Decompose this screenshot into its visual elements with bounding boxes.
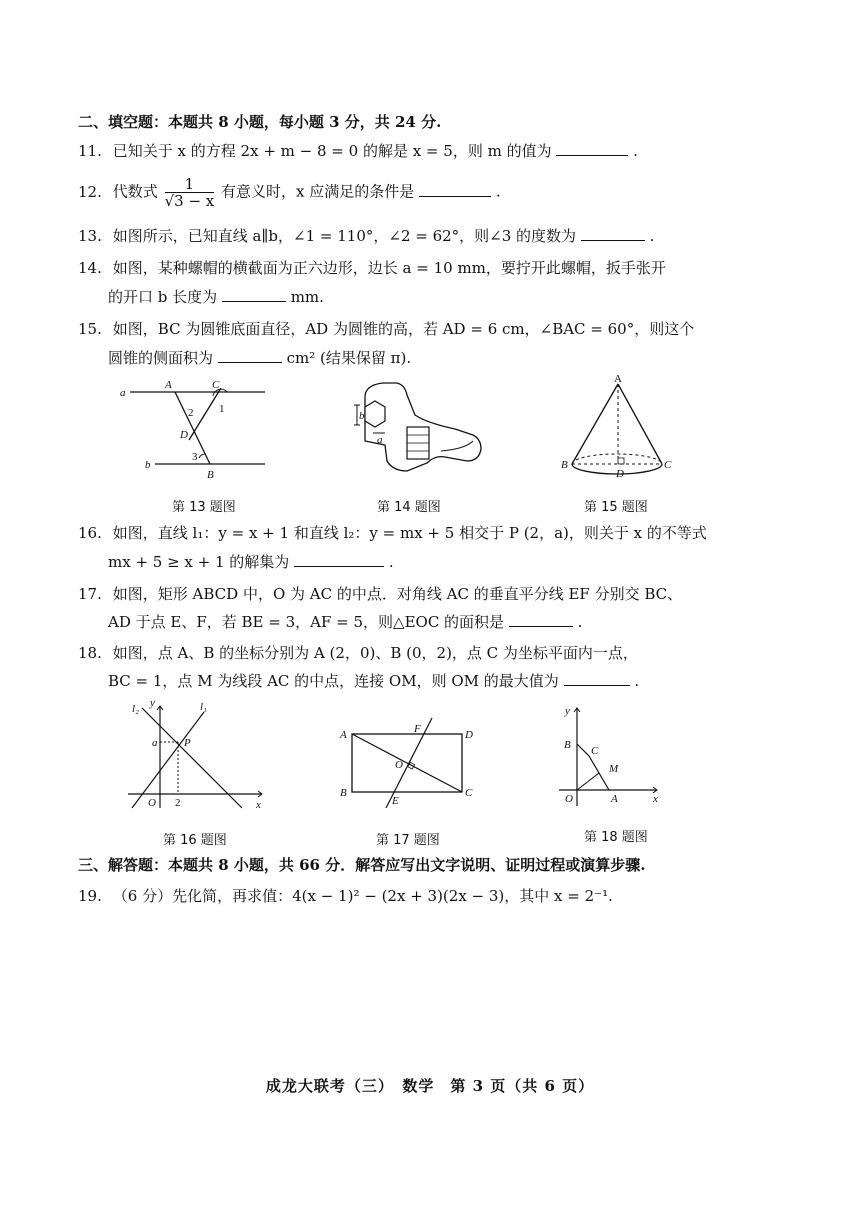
label-D: D bbox=[616, 468, 624, 480]
question-text: BC = 1，点 M 为线段 AC 的中点，连接 OM，则 OM 的最大值为 bbox=[108, 672, 559, 690]
question-end: . bbox=[495, 182, 501, 201]
question-end: . bbox=[633, 142, 638, 160]
fraction-numerator: 1 bbox=[165, 176, 215, 193]
question-text: 代数式 bbox=[112, 182, 158, 201]
label-3: 3 bbox=[192, 451, 198, 463]
answer-blank[interactable] bbox=[509, 612, 573, 627]
label-B: B bbox=[564, 739, 571, 751]
label-a: a bbox=[120, 387, 126, 399]
question-18 bbox=[78, 643, 638, 663]
line-l2 bbox=[142, 708, 242, 808]
question-text: 已知关于 x 的方程 2x + m − 8 = 0 的解是 x = 5，则 m 的值为 bbox=[112, 142, 552, 160]
figure-14 bbox=[345, 375, 485, 485]
figure-17 bbox=[338, 712, 488, 812]
answer-blank[interactable] bbox=[581, 226, 645, 241]
label-x: x bbox=[653, 793, 658, 805]
section3-heading: 三、解答题：本题共 8 小题，共 66 分．解答应写出文字说明、证明过程或演算步骤. bbox=[78, 856, 646, 874]
question-11 bbox=[78, 141, 638, 161]
question-text: 如图，BC 为圆锥底面直径，AD 为圆锥的高，若 AD = 6 cm，∠BAC = 60°，则这个 bbox=[112, 320, 695, 338]
question-16-line2 bbox=[108, 552, 394, 572]
question-14 bbox=[78, 258, 666, 278]
question-12 bbox=[78, 176, 501, 209]
label-O: O bbox=[395, 759, 403, 771]
question-number: 15. bbox=[78, 320, 102, 338]
figure-13 bbox=[115, 378, 275, 483]
label-C: C bbox=[591, 745, 599, 757]
question-text: 如图，点 A、B 的坐标分别为 A (2，0)、B (0，2)，点 C 为坐标平面内一点， bbox=[112, 644, 638, 662]
label-a: a bbox=[152, 737, 158, 749]
caption-fig16: 第 16 题图 bbox=[163, 833, 227, 848]
question-number: 18. bbox=[78, 644, 102, 662]
question-text: mx + 5 ≥ x + 1 的解集为 bbox=[108, 553, 290, 571]
figure-16 bbox=[120, 698, 270, 813]
question-text: 的开口 b 长度为 bbox=[108, 288, 218, 306]
label-O: O bbox=[148, 797, 156, 809]
question-number: 11. bbox=[78, 142, 102, 160]
answer-blank[interactable] bbox=[556, 141, 628, 156]
label-B: B bbox=[340, 787, 347, 799]
question-17-line2 bbox=[108, 612, 582, 632]
label-F: F bbox=[414, 723, 421, 735]
caption-fig17: 第 17 题图 bbox=[376, 833, 440, 848]
question-number: 12. bbox=[78, 182, 102, 201]
question-19 bbox=[78, 886, 613, 906]
label-M: M bbox=[609, 763, 619, 775]
question-number: 17. bbox=[78, 585, 102, 603]
answer-blank[interactable] bbox=[218, 348, 282, 363]
question-15 bbox=[78, 319, 694, 339]
label-C: C bbox=[465, 787, 473, 799]
question-end: . bbox=[634, 672, 640, 690]
label-B: B bbox=[207, 469, 214, 481]
label-b: b bbox=[145, 459, 151, 471]
answer-blank[interactable] bbox=[222, 287, 286, 302]
answer-blank[interactable] bbox=[419, 182, 491, 197]
question-end: . bbox=[577, 613, 583, 631]
label-1: 1 bbox=[219, 403, 225, 415]
question-number: 13. bbox=[78, 227, 102, 245]
caption-fig14: 第 14 题图 bbox=[377, 500, 441, 515]
question-13 bbox=[78, 226, 654, 246]
transversal-cd bbox=[189, 388, 221, 440]
fraction-denominator: √3 − x bbox=[164, 192, 215, 210]
label-O: O bbox=[565, 793, 573, 805]
label-l1: l₁ bbox=[200, 701, 207, 713]
question-text: 有意义时，x 应满足的条件是 bbox=[221, 182, 415, 201]
label-E: E bbox=[392, 795, 399, 807]
label-B: B bbox=[561, 459, 568, 471]
hexagon-nut bbox=[365, 401, 385, 427]
label-A: A bbox=[340, 729, 347, 741]
label-C: C bbox=[664, 459, 672, 471]
fraction bbox=[165, 176, 215, 209]
question-text: 如图所示，已知直线 a∥b，∠1 = 110°，∠2 = 62°，则∠3 的度数为 bbox=[112, 227, 577, 245]
question-end: . bbox=[388, 553, 394, 571]
section2-heading: 二、填空题：本题共 8 小题，每小题 3 分，共 24 分. bbox=[78, 113, 442, 131]
label-b: b bbox=[359, 410, 365, 422]
answer-blank[interactable] bbox=[564, 671, 630, 686]
question-14-line2 bbox=[108, 287, 324, 307]
answer-blank[interactable] bbox=[294, 552, 384, 567]
label-2: 2 bbox=[175, 797, 181, 809]
caption-fig18: 第 18 题图 bbox=[584, 830, 648, 845]
question-text: AD 于点 E、F，若 BE = 3，AF = 5，则△EOC 的面积是 bbox=[108, 613, 505, 631]
question-text: 如图，某种螺帽的横截面为正六边形，边长 a = 10 mm，要拧开此螺帽，扳手张开 bbox=[112, 259, 666, 277]
caption-fig13: 第 13 题图 bbox=[172, 500, 236, 515]
label-l2: l₂ bbox=[132, 703, 139, 715]
caption-fig15: 第 15 题图 bbox=[584, 500, 648, 515]
question-text: 圆锥的侧面积为 bbox=[108, 349, 214, 367]
question-end: . bbox=[649, 227, 655, 245]
question-unit: mm. bbox=[290, 288, 324, 306]
label-A: A bbox=[614, 373, 622, 385]
question-number: 14. bbox=[78, 259, 102, 277]
question-text: 如图，直线 l₁：y = x + 1 和直线 l₂：y = mx + 5 相交于 P (2，a)，则关于 x 的不等式 bbox=[112, 524, 707, 542]
question-16 bbox=[78, 523, 707, 543]
question-text: （6 分）先化简，再求值：4(x − 1)² − (2x + 3)(2x − 3)，其中 x = 2⁻¹. bbox=[112, 887, 613, 905]
page-footer: 成龙大联考（三） 数学 第 3 页（共 6 页） bbox=[265, 1077, 595, 1095]
question-17 bbox=[78, 584, 682, 604]
label-a: a bbox=[377, 434, 383, 446]
label-x: x bbox=[256, 799, 261, 811]
label-D: D bbox=[465, 729, 473, 741]
question-18-line2 bbox=[108, 671, 639, 691]
label-C: C bbox=[212, 379, 220, 391]
figure-15 bbox=[558, 372, 678, 480]
label-y: y bbox=[150, 698, 155, 709]
label-P: P bbox=[184, 737, 191, 749]
figure-18 bbox=[553, 700, 668, 810]
question-15-line2 bbox=[108, 348, 411, 368]
label-A: A bbox=[611, 793, 618, 805]
question-text: 如图，矩形 ABCD 中，O 为 AC 的中点．对角线 AC 的垂直平分线 EF 分别交 BC、 bbox=[112, 585, 683, 603]
label-A: A bbox=[165, 379, 172, 391]
label-D: D bbox=[180, 429, 188, 441]
label-y: y bbox=[565, 705, 570, 717]
label-2: 2 bbox=[188, 407, 194, 419]
question-unit: cm² (结果保留 π). bbox=[286, 349, 412, 367]
question-number: 19. bbox=[78, 887, 102, 905]
question-number: 16. bbox=[78, 524, 102, 542]
